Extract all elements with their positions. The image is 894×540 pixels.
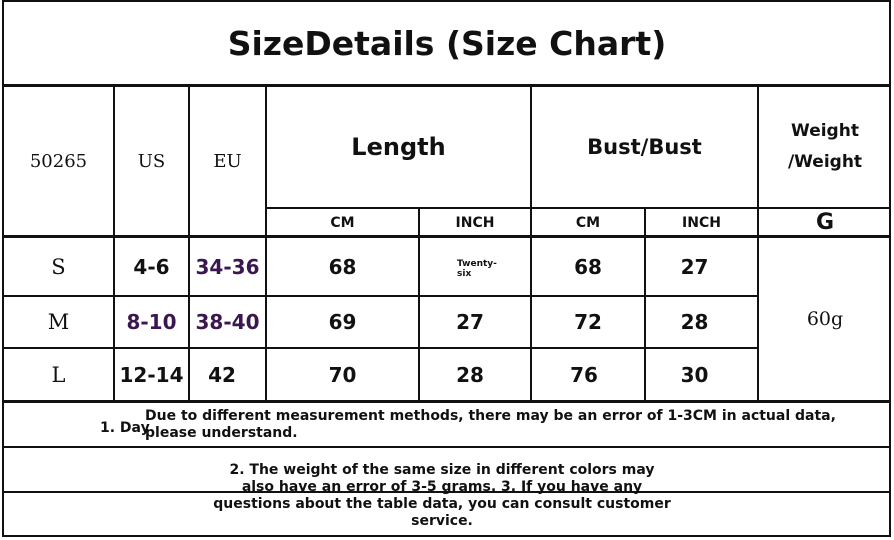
bust-cm-value: 68 xyxy=(574,254,602,279)
bust-inch-value: 27 xyxy=(680,254,709,279)
length-cm-value: 68 xyxy=(328,254,357,279)
length-inch-header: INCH xyxy=(455,214,495,231)
header-us: US xyxy=(137,151,166,172)
note-day-label: 1. Day xyxy=(100,419,150,436)
header-weight xyxy=(759,87,891,207)
eu-size: 38-40 xyxy=(195,310,260,334)
length-cm-header: CM xyxy=(330,214,355,231)
us-size: 12-14 xyxy=(119,362,184,387)
size-label: M xyxy=(47,310,70,334)
bust-inch-value: 30 xyxy=(680,362,709,387)
note-measurement: Due to different measurement methods, there may be an error of 1-3CM in actual data, please understand. xyxy=(145,408,836,441)
header-weight-line2: /Weight xyxy=(787,152,863,172)
bust-inch-header: INCH xyxy=(682,214,721,231)
bust-cm-value: 76 xyxy=(570,362,598,387)
eu-size: 42 xyxy=(208,362,236,387)
page-title: SizeDetails (Size Chart) xyxy=(227,23,667,63)
length-inch-value: 27 xyxy=(456,310,484,334)
weight-unit-header: G xyxy=(815,209,835,235)
eu-size: 34-36 xyxy=(195,254,260,279)
header-weight-line1: Weight xyxy=(791,121,859,141)
us-size: 4-6 xyxy=(133,254,170,279)
divider xyxy=(2,446,891,448)
header-eu: EU xyxy=(213,151,242,172)
length-cm-value: 69 xyxy=(328,310,357,334)
header-bust: Bust/Bust xyxy=(587,135,702,159)
size-label: L xyxy=(51,362,66,387)
header-length: Length xyxy=(351,133,446,161)
bust-cm-header: CM xyxy=(575,214,601,231)
bust-cm-value: 72 xyxy=(574,310,602,334)
note-weight-service: 2. The weight of the same size in different colors may also have an error of 3-5 grams. 3. If you have any questions about the table data, you can consult customer service. xyxy=(213,462,671,529)
weight-value: 60g xyxy=(806,308,844,330)
length-inch-value: 28 xyxy=(456,362,484,387)
product-code: 50265 xyxy=(29,151,88,172)
length-cm-value: 70 xyxy=(328,362,357,387)
us-size: 8-10 xyxy=(126,310,177,334)
size-label: S xyxy=(51,254,66,279)
bust-inch-value: 28 xyxy=(680,310,709,334)
length-inch-value: Twenty-six xyxy=(457,259,497,279)
